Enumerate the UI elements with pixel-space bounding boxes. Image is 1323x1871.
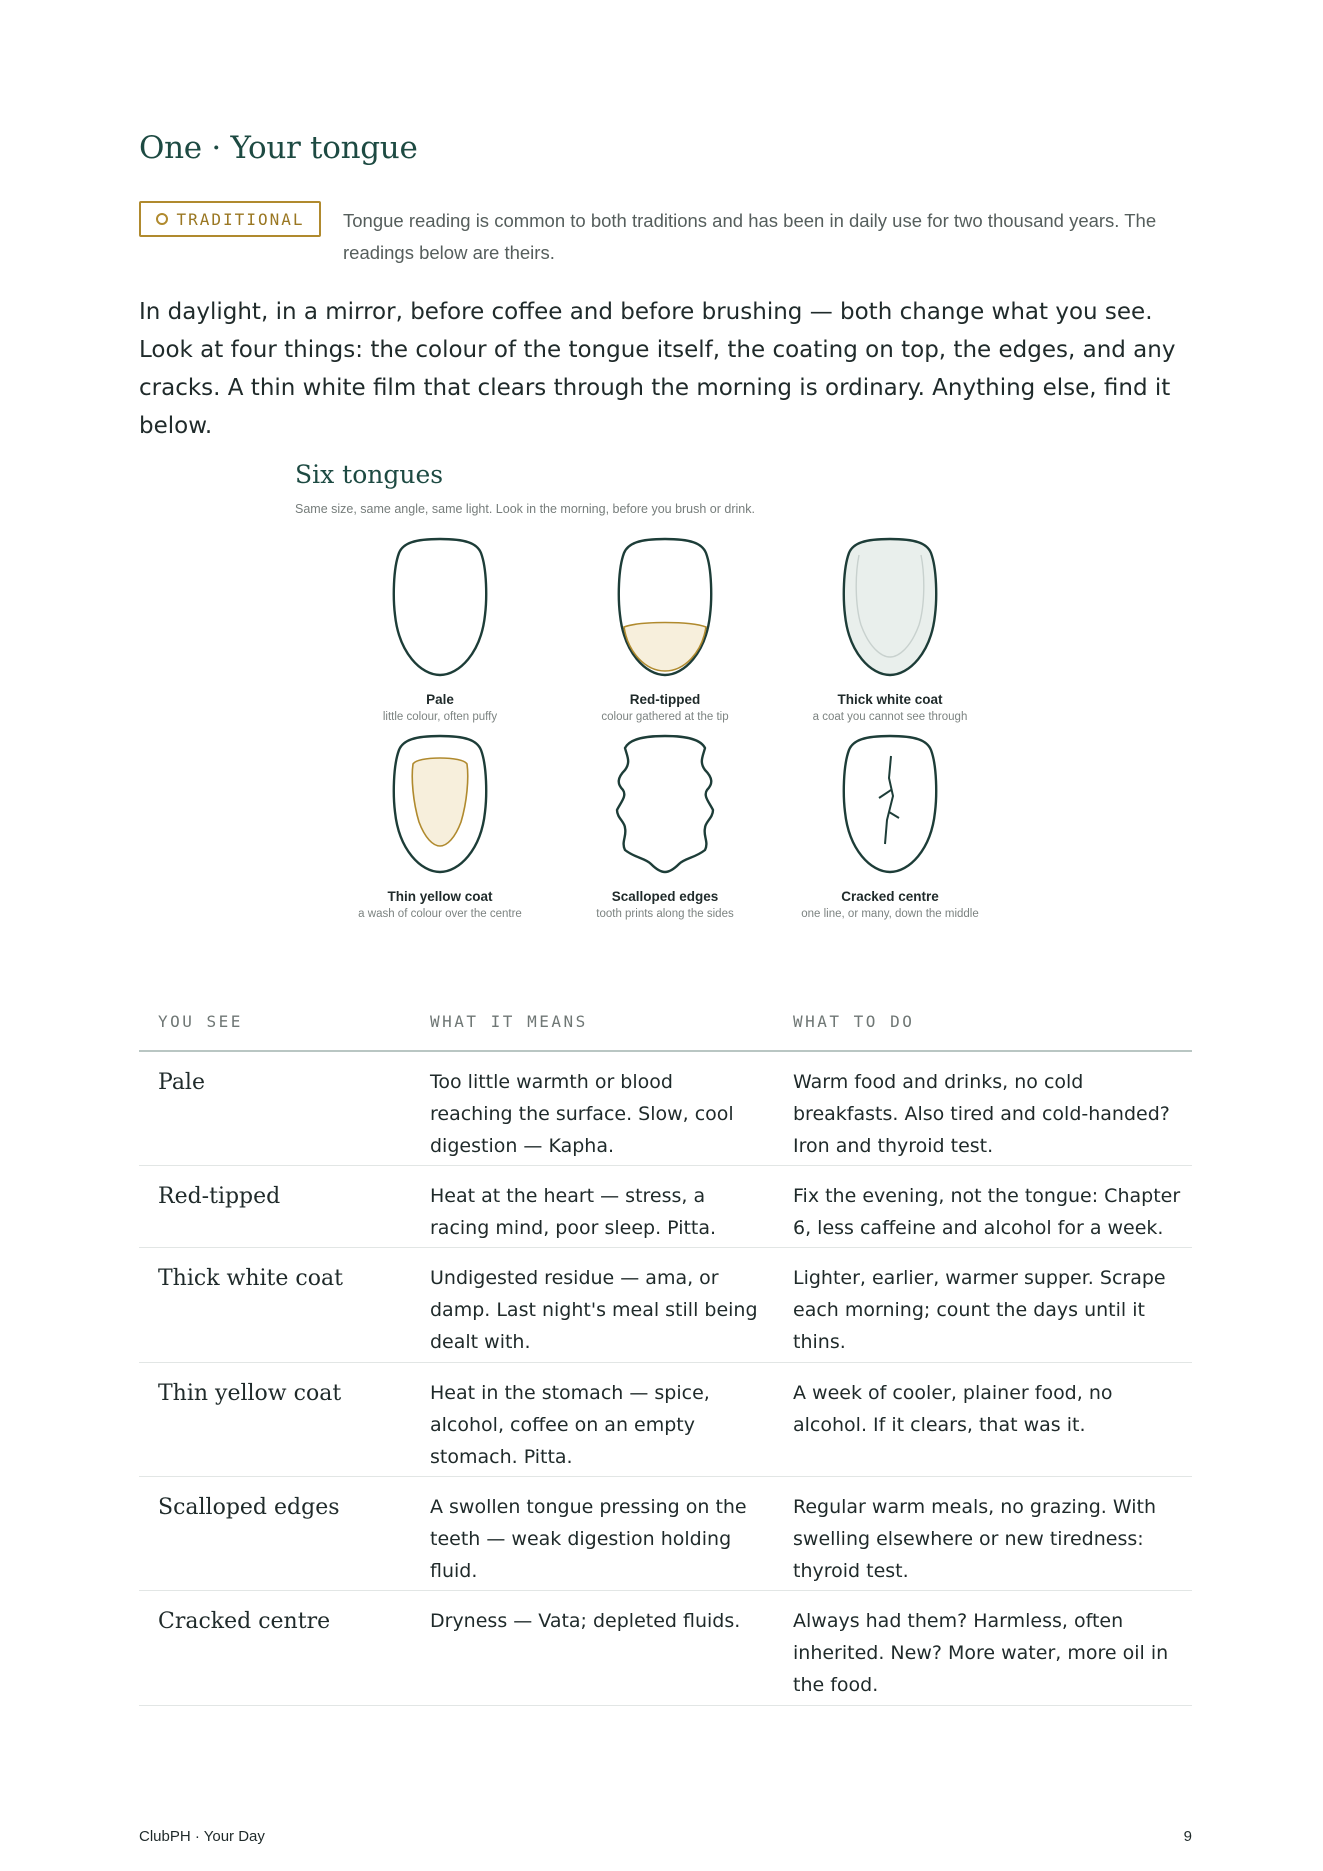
cell-what-it-means: Dryness — Vata; depleted fluids. (430, 1610, 741, 1632)
cell-what-to-do: Always had them? Harmless, often inherited. New? More water, more oil in the food. (793, 1610, 1169, 1696)
footer-publication: ClubPH · Your Day (139, 1828, 265, 1845)
cell-what-to-do: Warm food and drinks, no cold breakfasts. Also tired and cold-handed? Iron and thyroid test. (793, 1071, 1170, 1157)
tongue-name: Thick white coat (837, 692, 943, 707)
tongue-desc: one line, or many, down the middle (801, 908, 979, 920)
tongue-desc: little colour, often puffy (382, 711, 498, 723)
cell-what-to-do: Regular warm meals, no grazing. With swelling elsewhere or new tiredness: thyroid test. (793, 1496, 1157, 1582)
red-tipped-tongue-icon (610, 535, 720, 680)
tongue-readings-table (139, 1000, 1192, 1706)
traditional-tag (139, 201, 321, 237)
thin-yellow-coat-tongue-icon (385, 732, 495, 877)
figure-subtitle: Same size, same angle, same light. Look in the morning, before you brush or drink. (295, 502, 755, 516)
intro-paragraph: In daylight, in a mirror, before coffee and before brushing — both change what you see. Look at four things: the colour of the tongue itself, the coating on top, the edges, and any cracks. A thin white film that clears through the morning is ordinary. Anything else, find it below. (139, 299, 1176, 439)
scalloped-edges-tongue-icon (605, 732, 725, 877)
table-row (139, 1591, 1192, 1706)
table-header (139, 1000, 1192, 1052)
cell-what-to-do: Lighter, earlier, warmer supper. Scrape each morning; count the days until it thins. (793, 1267, 1166, 1353)
tongue-name: Pale (426, 692, 454, 707)
tongue-desc: a coat you cannot see through (812, 711, 968, 723)
tongue-card-pale (330, 535, 550, 723)
six-tongues-figure (295, 460, 1055, 940)
tongue-card-red-tipped (555, 535, 775, 723)
tongue-desc: colour gathered at the tip (601, 711, 729, 723)
pale-tongue-icon (385, 535, 495, 680)
cell-you-see: Thin yellow coat (158, 1381, 342, 1406)
table-row (139, 1166, 1192, 1248)
tongue-desc: a wash of colour over the centre (358, 908, 522, 920)
cell-what-to-do: A week of cooler, plainer food, no alcohol. If it clears, that was it. (793, 1382, 1113, 1436)
tag-note: Tongue reading is common to both traditions and has been in daily use for two thousand years. The readings below are theirs. (343, 210, 1157, 263)
thick-white-coat-tongue-icon (835, 535, 945, 680)
cracked-centre-tongue-icon (835, 732, 945, 877)
cell-what-it-means: Heat in the stomach — spice, alcohol, coffee on an empty stomach. Pitta. (430, 1382, 710, 1468)
cell-what-it-means: Heat at the heart — stress, a racing mind, poor sleep. Pitta. (430, 1185, 717, 1239)
tongue-name: Red-tipped (629, 692, 701, 707)
cell-you-see: Scalloped edges (158, 1495, 340, 1520)
table-row (139, 1248, 1192, 1363)
cell-what-it-means: Undigested residue — ama, or damp. Last night's meal still being dealt with. (430, 1267, 758, 1353)
tongue-name: Thin yellow coat (387, 889, 493, 904)
header-what-it-means: WHAT IT MEANS (430, 1012, 588, 1031)
ring-icon (156, 213, 168, 225)
cell-what-it-means: Too little warmth or blood reaching the surface. Slow, cool digestion — Kapha. (430, 1071, 734, 1157)
cell-what-to-do: Fix the evening, not the tongue: Chapter 6, less caffeine and alcohol for a week. (793, 1185, 1181, 1239)
tongue-card-cracked-centre (780, 732, 1000, 920)
tag-label: TRADITIONAL (176, 209, 305, 229)
cell-what-it-means: A swollen tongue pressing on the teeth — weak digestion holding fluid. (430, 1496, 747, 1582)
tongue-name: Scalloped edges (611, 889, 719, 904)
tongue-card-thin-yellow-coat (330, 732, 550, 920)
table-row (139, 1052, 1192, 1166)
section-heading: One · Your tongue (139, 130, 418, 166)
table-row (139, 1363, 1192, 1477)
tongue-desc: tooth prints along the sides (596, 908, 734, 920)
header-what-to-do: WHAT TO DO (793, 1012, 915, 1031)
page (139, 0, 1192, 1871)
cell-you-see: Cracked centre (158, 1609, 331, 1634)
tongue-card-scalloped-edges (555, 732, 775, 920)
tongue-card-thick-white-coat (780, 535, 1000, 723)
cell-you-see: Pale (158, 1070, 205, 1095)
table-row (139, 1477, 1192, 1591)
tongue-name: Cracked centre (841, 889, 939, 904)
cell-you-see: Thick white coat (158, 1266, 343, 1291)
cell-you-see: Red-tipped (158, 1184, 281, 1209)
figure-title: Six tongues (295, 460, 444, 489)
footer-page-number: 9 (1183, 1828, 1192, 1845)
header-you-see: YOU SEE (158, 1012, 243, 1031)
